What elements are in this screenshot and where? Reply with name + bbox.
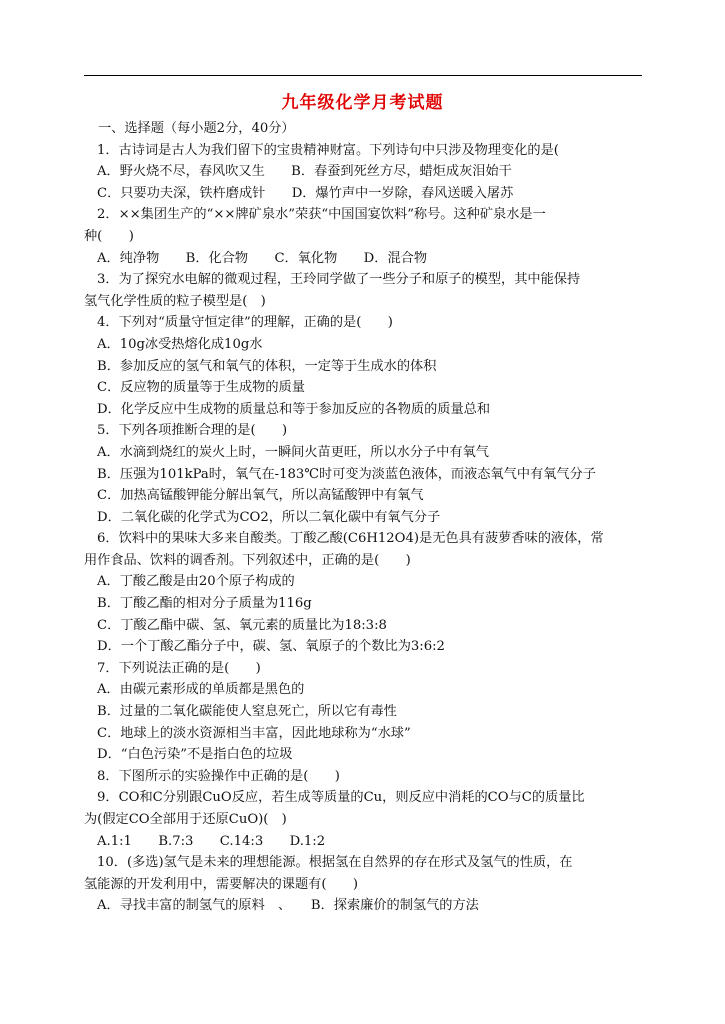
text-line: C．地球上的淡水资源相当丰富，因此地球称为“水球” [97,725,411,741]
text-line: D．“白色污染”不是指白色的垃圾 [97,747,293,763]
text-line: 4．下列对“质量守恒定律”的理解，正确的是( ) [97,315,393,331]
page-title: 九年级化学月考试题 [281,93,444,113]
text-line: B．过量的二氧化碳能使人窒息死亡，所以它有毒性 [97,704,397,720]
text-line: 5．下列各项推断合理的是( ) [97,423,288,439]
text-line: 氢气化学性质的粒子模型是( ) [84,293,266,309]
text-line: D．化学反应中生成物的质量总和等于参加反应的各物质的质量总和 [97,401,491,417]
text-line: 2．××集团生产的“××牌矿泉水”荣获“中国国宴饮料”称号。这种矿泉水是一 [97,207,546,223]
exam-content [84,118,644,917]
text-line: D．二氧化碳的化学式为CO2，所以二氧化碳中有氧气分子 [97,509,441,525]
header-rule [84,75,642,76]
text-line: C．反应物的质量等于生成物的质量 [97,380,305,396]
text-line: 种( ) [84,228,134,244]
text-line: 一、选择题（每小题2分，40分） [98,121,295,136]
text-line: A．10g冰受热熔化成10g水 [97,336,263,352]
text-line: A．水滴到烧红的炭火上时，一瞬间火苗更旺，所以水分子中有氧气 [97,444,489,460]
text-line: A.1:1 B.7:3 C.14:3 D.1:2 [97,833,326,849]
text-line: 8．下图所示的实验操作中正确的是( ) [97,768,340,784]
text-line: 6．饮料中的果味大多来自酸类。丁酸乙酸(C6H12O4)是无色具有菠萝香味的液体，常 [97,531,604,547]
text-line: D．一个丁酸乙酯分子中，碳、氢、氧原子的个数比为3:6:2 [97,639,445,655]
text-line: 用作食品、饮料的调香剂。下列叙述中，正确的是( ) [84,552,411,568]
text-line: A．寻找丰富的制氢气的原料 、 B．探索廉价的制氢气的方法 [97,898,479,914]
text-line: B．丁酸乙酯的相对分子质量为116g [97,596,312,612]
text-line: A．丁酸乙酸是由20个原子构成的 [97,574,295,590]
text-line: 7．下列说法正确的是( ) [97,660,261,676]
text-line: C．丁酸乙酯中碳、氢、氧元素的质量比为18:3:8 [97,617,387,633]
text-line: B．压强为101kPa时，氧气在-183℃时可变为淡蓝色液体，而液态氧气中有氧气分子 [97,466,596,482]
text-line: 9．CO和C分别跟CuO反应，若生成等质量的Cu，则反应中消耗的CO与C的质量比 [97,790,585,806]
text-line: B．参加反应的氢气和氧气的体积，一定等于生成水的体积 [97,358,437,374]
text-line: A．野火烧不尽，春风吹又生 B．春蚕到死丝方尽，蜡炬成灰泪始干 [97,164,512,180]
text-line: C．只要功夫深，铁杵磨成针 D．爆竹声中一岁除，春风送暖入屠苏 [97,185,514,201]
text-line: 为(假定CO全部用于还原CuO)( ) [84,812,287,827]
text-line: A．纯净物 B．化合物 C．氧化物 D．混合物 [97,250,428,266]
text-line: 1．古诗词是古人为我们留下的宝贵精神财富。下列诗句中只涉及物理变化的是( [97,142,559,158]
text-line: 氢能源的开发利用中，需要解决的课题有( ) [84,876,359,892]
text-line: 3．为了探究水电解的微观过程，王玲同学做了一些分子和原子的模型，其中能保持 [97,272,581,288]
text-line: 10．(多选)氢气是未来的理想能源。根据氢在自然界的存在形式及氢气的性质，在 [97,855,573,871]
text-line: A．由碳元素形成的单质都是黑色的 [97,682,305,698]
text-line: C．加热高锰酸钾能分解出氧气，所以高锰酸钾中有氧气 [97,488,424,504]
